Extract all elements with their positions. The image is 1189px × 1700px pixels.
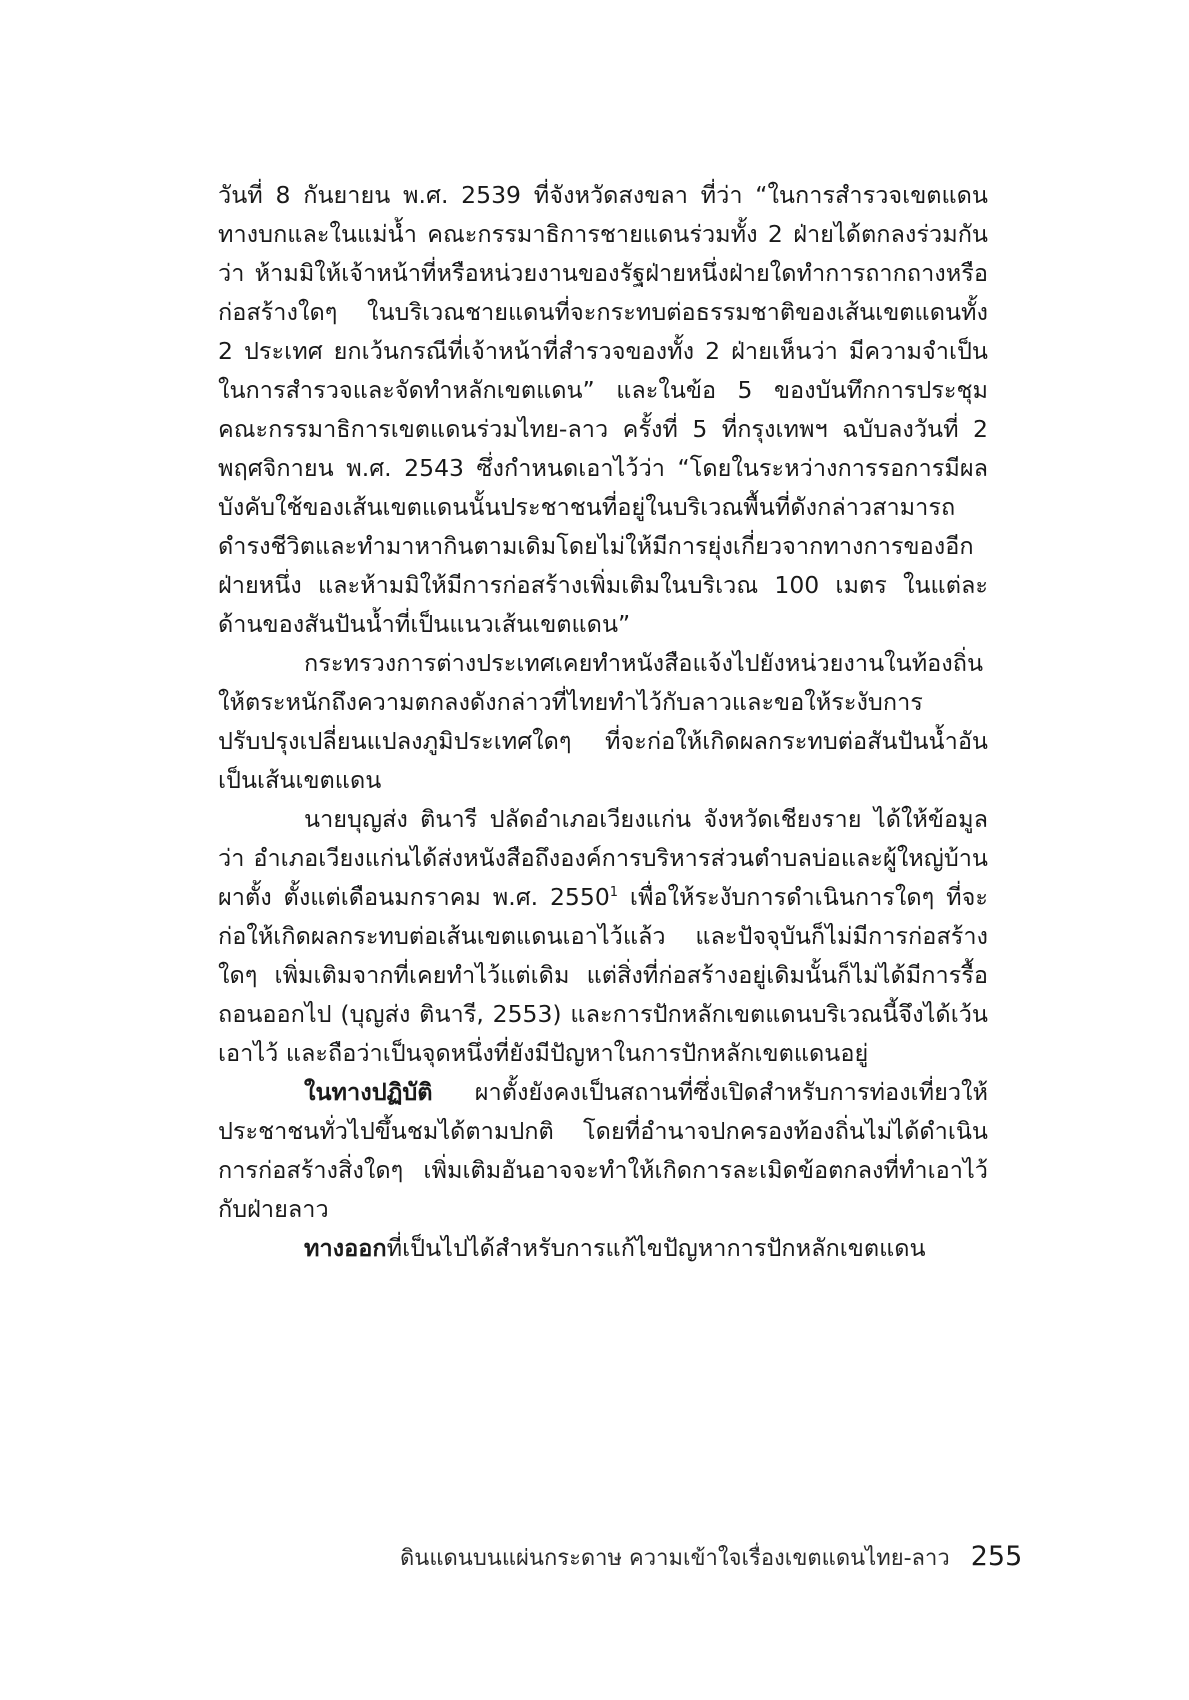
paragraph-5-text: ที่เป็นไปได้สำหรับการแก้ไขปัญหาการปักหลักเขตแดน (386, 1234, 926, 1262)
running-title: ดินแดนบนแผ่นกระดาษ ความเข้าใจเรื่องเขตแดนไทย-ลาว (400, 1546, 950, 1571)
paragraph-4-lead: ในทางปฏิบัติ (304, 1078, 433, 1106)
paragraph-1-text: วันที่ 8 กันยายน พ.ศ. 2539 ที่จังหวัดสงขลา ที่ว่า “ในการสำรวจเขตแดนทางบกและในแม่น้ำ คณะกรรมาธิการชายแดนร่วมทั้ง 2 ฝ่ายได้ตกลงร่วมกันว่า ห้ามมิให้เจ้าหน้าที่หรือหน่วยงานของรัฐฝ่ายหนึ่งฝ่ายใดทำการถากถางหรือก่อสร้างใดๆ ในบริเวณชายแดนที่จะกระทบต่อธรรมชาติของเส้นเขตแดนทั้ง 2 ประเทศ ยกเว้นกรณีที่เจ้าหน้าที่สำรวจของทั้ง 2 ฝ่ายเห็นว่า มีความจำเป็นในการสำรวจและจัดทำหลักเขตแดน” และในข้อ 5 ของบันทึกการประชุมคณะกรรมาธิการเขตแดนร่วมไทย-ลาว ครั้งที่ 5 ที่กรุงเทพฯ ฉบับลงวันที่ 2 พฤศจิกายน พ.ศ. 2543 ซึ่งกำหนดเอาไว้ว่า “โดยในระหว่างการรอการมีผลบังคับใช้ของเส้นเขตแดนนั้นประชาชนที่อยู่ในบริเวณพื้นที่ดังกล่าวสามารถดำรงชีวิตและทำมาหากินตามเดิมโดยไม่ให้มีการยุ่งเกี่ยวจากทางการของอีกฝ่ายหนึ่ง และห้ามมิให้มีการก่อสร้างเพิ่มเติมในบริเวณ 100 เมตร ในแต่ละด้านของสันปันน้ำที่เป็นแนวเส้นเขตแดน” (218, 181, 988, 638)
paragraph-4-text: ผาตั้งยังคงเป็นสถานที่ซึ่งเปิดสำหรับการท่องเที่ยวให้ประชาชนทั่วไปขึ้นชมได้ตามปกติ โดยที่อำนาจปกครองท้องถิ่นไม่ได้ดำเนินการก่อสร้างสิ่งใดๆ เพิ่มเติมอันอาจจะทำให้เกิดการละเมิดข้อตกลงที่ทำเอาไว้กับฝ่ายลาว (218, 1078, 988, 1223)
footnote-marker: 1 (609, 885, 619, 901)
paragraph-4 (218, 1073, 988, 1229)
body-text (218, 176, 988, 1268)
page-footer (400, 1540, 1023, 1575)
paragraph-3 (218, 800, 988, 1073)
paragraph-2 (218, 644, 988, 800)
paragraph-5-lead: ทางออก (304, 1234, 387, 1262)
paragraph-5 (218, 1229, 988, 1268)
paragraph-3-text-start: นายบุญส่ง ตินารี ปลัดอำเภอเวียงแก่น จังหวัดเชียงราย ได้ให้ข้อมูลว่า อำเภอเวียงแก่นได้ส่งหนังสือถึงองค์การบริหารส่วนตำบลบ่อและผู้ใหญ่บ้านผาตั้ง ตั้งแต่เดือนมกราคม พ.ศ. 2550 (218, 805, 988, 911)
paragraph-3-text-end: เพื่อให้ระงับการดำเนินการใดๆ ที่จะก่อให้เกิดผลกระทบต่อเส้นเขตแดนเอาไว้แล้ว และปัจจุบันก็ไม่มีการก่อสร้างใดๆ เพิ่มเติมจากที่เคยทำไว้แต่เดิม แต่สิ่งที่ก่อสร้างอยู่เดิมนั้นก็ไม่ได้มีการรื้อถอนออกไป (บุญส่ง ตินารี, 2553) และการปักหลักเขตแดนบริเวณนี้จึงได้เว้นเอาไว้ และถือว่าเป็นจุดหนึ่งที่ยังมีปัญหาในการปักหลักเขตแดนอยู่ (218, 883, 988, 1067)
paragraph-1 (218, 176, 988, 644)
paragraph-2-text: กระทรวงการต่างประเทศเคยทำหนังสือแจ้งไปยังหน่วยงานในท้องถิ่นให้ตระหนักถึงความตกลงดังกล่าวที่ไทยทำไว้กับลาวและขอให้ระงับการปรับปรุงเปลี่ยนแปลงภูมิประเทศใดๆ ที่จะก่อให้เกิดผลกระทบต่อสันปันน้ำอันเป็นเส้นเขตแดน (218, 649, 988, 794)
page-number: 255 (970, 1541, 1023, 1572)
